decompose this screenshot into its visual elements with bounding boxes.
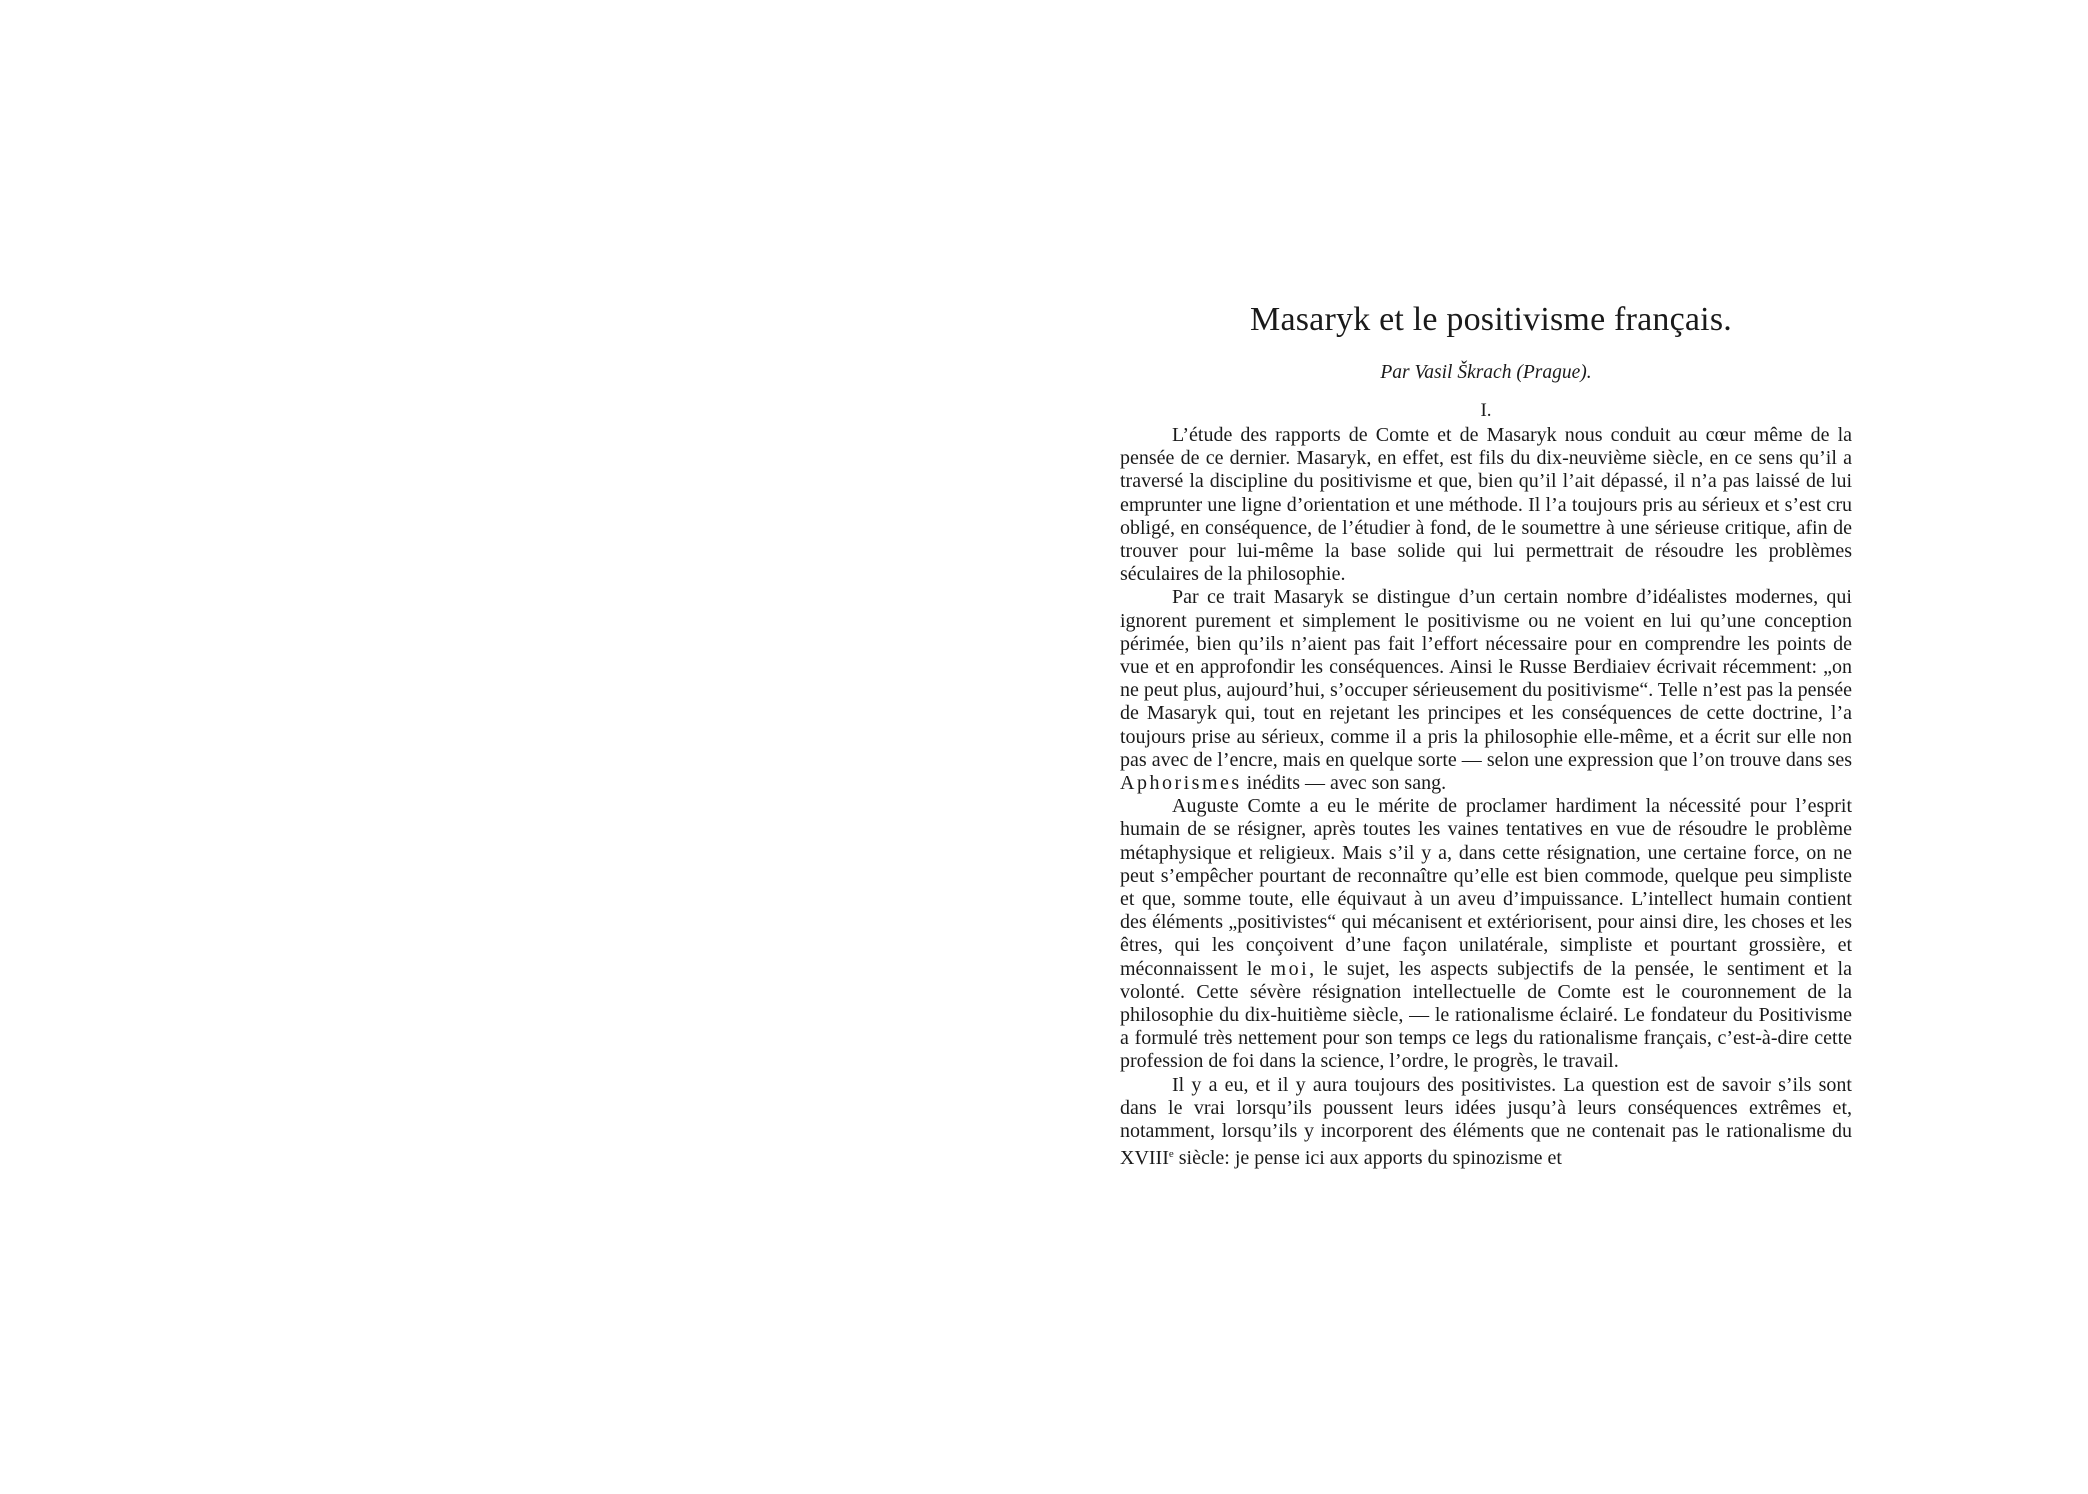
paragraph-2 xyxy=(1120,586,1852,795)
paragraph-3-text: Auguste Comte a eu le mérite de proclamer hardiment la nécessité pour l’esprit humain de se résigner, après toutes les vaines tentatives en vue de résoudre le problème métaphysique et religieux. Mais s’il y a, dans cette résignation, une certaine force, on ne peut s’empêcher pourtant de reconnaître qu’elle est bien commode, quelque peu simpliste et que, somme toute, elle équivaut à un aveu d’impuissance. L’intellect humain contient des éléments „positivistes“ qui mécanisent et extériorisent, pour ainsi dire, les choses et les êtres, qui les conçoivent d’une façon unilatérale, simpliste et pourtant grossière, et méconnaissent le xyxy=(1120,795,1852,980)
article-title: Masaryk et le positivisme français. xyxy=(1250,301,1732,338)
century-superscript: e xyxy=(1168,1148,1174,1161)
paragraph-2-text: Par ce trait Masaryk se distingue d’un certain nombre d’idéalistes modernes, qui ignorent purement et simplement le positivisme ou ne voient en lui qu’une conception périmée, bien qu’ils n’aient pas fait l’effort nécessaire pour en comprendre les points de vue et en approfondir les conséquences. Ainsi le Russe Berdiaiev écrivait récemment: „on ne peut plus, aujourd’hui, s’occuper sérieusement du positivisme“. Telle n’est pas la pensée de Masaryk qui, tout en rejetant les principes et les conséquences de cette doctrine, l’a toujours prise au sérieux, comme il a pris la philosophie elle-même, et a écrit sur elle non pas avec de l’encre, mais en quelque sorte — selon une expression que l’on trouve dans ses xyxy=(1120,586,1852,771)
section-number: I. xyxy=(1480,400,1492,421)
paragraph-2-text-end: inédits — avec son sang. xyxy=(1241,772,1447,795)
paragraph-1 xyxy=(1120,424,1852,586)
article-byline: Par Vasil Škrach (Prague). xyxy=(1380,362,1592,383)
paragraph-4 xyxy=(1120,1074,1852,1171)
paragraph-3-text-end: , le sujet, les aspects subjectifs de la pensée, le sentiment et la volonté. Cette sévère résignation intellectuelle de Comte est le couronnement de la philosophie du dix-huitième siècle, — le rationalisme éclairé. Le fondateur du Positivisme a formulé très nettement pour son temps ce legs du rationalisme français, c’est-à-dire cette profession de foi dans la science, l’ordre, le progrès, le travail. xyxy=(1120,957,1852,1073)
emphasis-aphorismes: Aphorismes xyxy=(1120,772,1242,795)
emphasis-moi: moi xyxy=(1270,957,1310,980)
paragraph-4-text: Il y a eu, et il y aura toujours des positivistes. La question est de savoir s’ils sont dans le vrai lorsqu’ils poussent leurs idées jusqu’à leurs conséquences extrêmes et, notamment, lorsqu’ils y incorporent des éléments que ne contenait pas le rationalisme du XVIII xyxy=(1120,1073,1852,1170)
paragraph-4-text-end: siècle: je pense ici aux apports du spinozisme et xyxy=(1173,1147,1562,1170)
paragraph-1-text: L’étude des rapports de Comte et de Masaryk nous conduit au cœur même de la pensée de ce dernier. Masaryk, en effet, est fils du dix-neuvième siècle, en ce sens qu’il a traversé la discipline du positivisme et que, bien qu’il l’ait dépassé, il n’a pas laissé de lui emprunter une ligne d’orientation et une méthode. Il l’a toujours pris au sérieux et s’est cru obligé, en conséquence, de l’étudier à fond, de le soumettre à une sérieuse critique, afin de trouver pour lui-même la base solide qui lui permettrait de résoudre les problèmes séculaires de la philosophie. xyxy=(1120,424,1852,586)
paragraph-3 xyxy=(1120,795,1852,1073)
article-body xyxy=(1120,424,1852,1171)
article-page xyxy=(1120,300,1852,1171)
